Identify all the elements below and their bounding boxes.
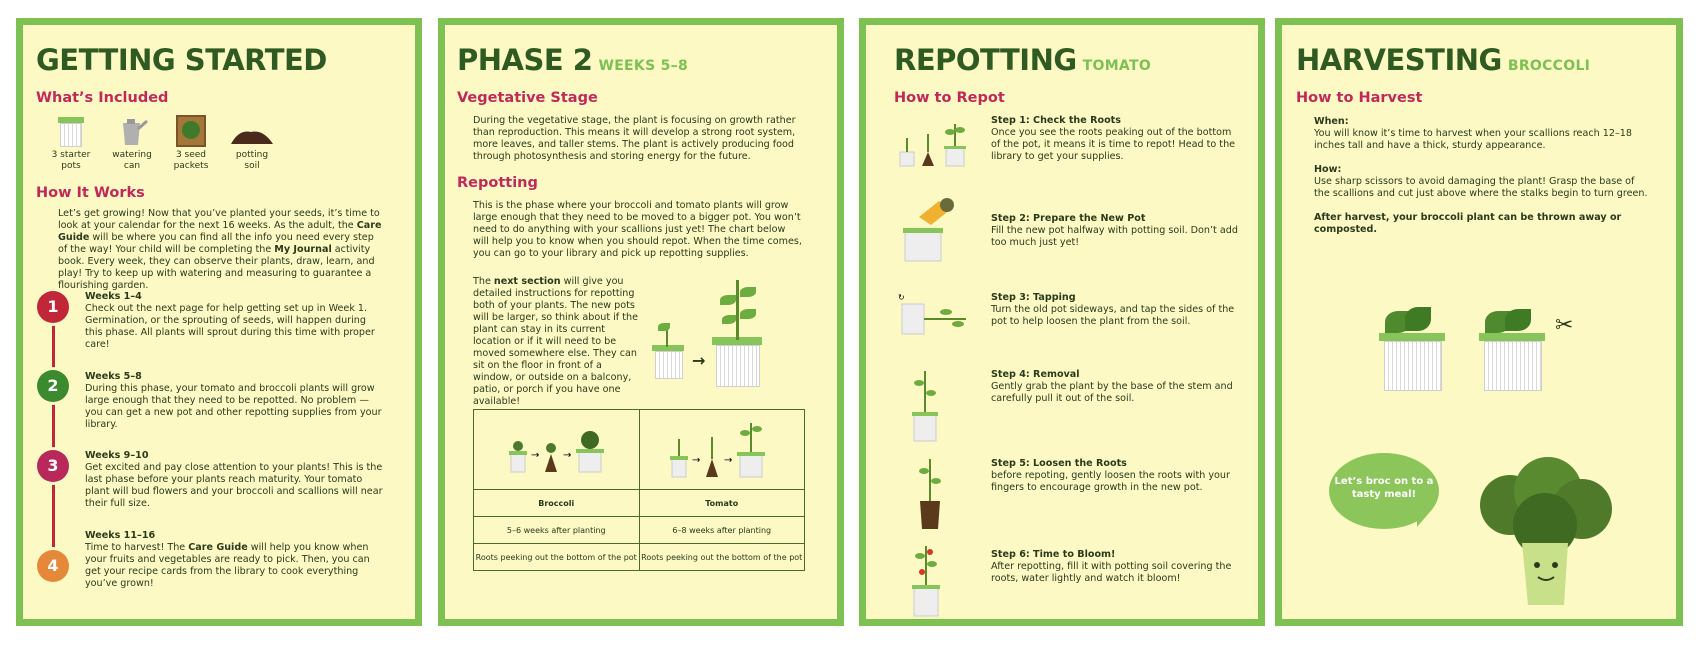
- svg-text:→: →: [563, 449, 572, 461]
- tomato-header: Tomato: [639, 490, 805, 517]
- harvesting-page: [1275, 18, 1683, 626]
- harvest-instructions: When: You will know it’s time to harvest when your scallions reach 12–18 inches tall and have a thick, sturdy appearance. How: Use sharp scissors to avoid damaging the plant! Grasp the base of the scallions and cut just above where the stalks begin to turn green. After harvest, your broccoli plant can be thrown away or composted.: [1314, 116, 1648, 235]
- repot-step-3: Step 3: Tapping Turn the old pot sideways, and tap the sides of the pot to help loosen the plant from the soil.: [991, 292, 1235, 327]
- arrow-icon: →: [692, 351, 706, 370]
- step-4-badge: 4: [37, 550, 69, 582]
- broccoli-illustration-cell: [474, 410, 640, 490]
- table-cell: Roots peeking out the bottom of the pot: [639, 544, 805, 571]
- how-to-harvest-heading: How to Harvest: [1296, 90, 1423, 106]
- step-2-badge: 2: [37, 370, 69, 402]
- watering-can-icon: [118, 117, 148, 147]
- step-2-text: Weeks 5–8 During this phase, your tomato and broccoli plants will grow large enough that they need to be repotted. No problem — you can get a new pot and other repotting supplies from your library.: [85, 371, 382, 430]
- page-subtitle: WEEKS 5–8: [598, 58, 689, 74]
- removal-illustration: [908, 365, 968, 445]
- item-label-soil: potting soil: [235, 150, 269, 171]
- prepare-pot-illustration: [901, 195, 961, 265]
- broccoli-mascot-illustration: [1470, 455, 1620, 620]
- next-section-text: The next section will give you detailed instructions for repotting both of your plants. The new pots will be larger, so think about if the plant can stay in its current location or if it will need to be moved somewhere else. They can sit on the floor in front of a window, or outside on a balcony, patio, or porch if you have one available!: [473, 276, 638, 407]
- repot-step-2: Step 2: Prepare the New Pot Fill the new pot halfway with potting soil. Don’t add too much just yet!: [991, 213, 1238, 248]
- repotting-text: This is the phase where your broccoli and tomato plants will grow large enough that they need to be moved to a bigger pot. You won’t need to do anything with your scallions just yet! The chart below will help you to know when you should repot. When the time comes, you can go to your library and pick up repotting supplies.: [473, 200, 802, 259]
- broccoli-repot-icon: [501, 424, 611, 474]
- intro-paragraph: Let’s get growing! Now that you’ve planted your seeds, it’s time to look at your calendar for the next 16 weeks. As the adult, the Care Guide will be where you can find all the info you need every step of the way! Your child will be completing the My Journal activity book. Every week, they can observe their plants, draw, learn, and play! Try to keep up with watering and measuring to guarantee a flourishing garden.: [58, 208, 382, 291]
- repotting-page: [859, 18, 1265, 626]
- step-3-badge: 3: [37, 450, 69, 482]
- speech-bubble-tail: [1417, 513, 1429, 527]
- seed-packets-icon: [176, 115, 206, 147]
- bloom-illustration: [908, 540, 968, 620]
- tomato-illustration-cell: [639, 410, 805, 490]
- svg-text:↻: ↻: [898, 293, 905, 302]
- tapping-illustration: [896, 290, 976, 350]
- repot-step-6: Step 6: Time to Bloom! After repotting, fill it with potting soil covering the roots, water lightly and watch it bloom!: [991, 549, 1232, 584]
- repot-step-4: Step 4: Removal Gently grab the plant by the base of the stem and carefully pull it out of the soil.: [991, 369, 1233, 404]
- whats-included-heading: What’s Included: [36, 90, 169, 106]
- scallion-pot-illustration: [1375, 305, 1450, 400]
- vegetative-stage-heading: Vegetative Stage: [457, 90, 598, 106]
- how-to-repot-heading: How to Repot: [894, 90, 1005, 106]
- loosen-roots-illustration: [908, 455, 968, 535]
- table-cell: Roots peeking out the bottom of the pot: [474, 544, 640, 571]
- repot-step-1: Step 1: Check the Roots Once you see the roots peaking out of the bottom of the pot, it means it is time to repot! Head to the library to get your supplies.: [991, 115, 1236, 162]
- page-title: REPOTTING TOMATO: [894, 43, 1152, 77]
- how-it-works-heading: How It Works: [36, 185, 145, 201]
- potting-soil-icon: [231, 127, 273, 145]
- phase-2-page: [438, 18, 844, 626]
- svg-text:→: →: [723, 454, 733, 466]
- item-label-packets: 3 seed packets: [173, 150, 209, 171]
- vegetative-text: During the vegetative stage, the plant is focusing on growth rather than reproduction. This means it will develop a strong root system, more leaves, and taller stems. The plant is actively producing food through photosynthesis and storing energy for the future.: [473, 115, 796, 162]
- table-cell: 6–8 weeks after planting: [639, 517, 805, 544]
- table-cell: 5–6 weeks after planting: [474, 517, 640, 544]
- step-3-text: Weeks 9–10 Get excited and pay close attention to your plants! This is the last phase before your plants reach maturity. Your tomato plant will bud flowers and your broccoli and scallions will near their full size.: [85, 450, 383, 509]
- scissors-icon: ✂: [1555, 313, 1574, 338]
- repotting-table: [473, 409, 805, 571]
- page-title: GETTING STARTED: [36, 43, 327, 77]
- step-4-text: Weeks 11–16 Time to harvest! The Care Guide will help you know when your fruits and vegetables are ready to pick. Then, you can get your recipe cards from the library to cook everything you’ve grown!: [85, 530, 370, 589]
- getting-started-page: [16, 18, 422, 626]
- harvested-pot-illustration: [1477, 305, 1597, 400]
- repotting-heading: Repotting: [457, 175, 538, 191]
- item-label-can: watering can: [112, 150, 152, 171]
- repot-step-5: Step 5: Loosen the Roots before repoting, gently loosen the roots with your fingers to encourage growth in the new pot.: [991, 458, 1230, 493]
- item-label-pots: 3 starter pots: [51, 150, 91, 171]
- page-title: PHASE 2 WEEKS 5–8: [457, 43, 689, 77]
- starter-pots-icon: [58, 117, 84, 147]
- page-title: HARVESTING BROCCOLI: [1296, 43, 1591, 77]
- timeline-line: [52, 310, 55, 580]
- speech-bubble: Let’s broc on to a tasty meal!: [1329, 453, 1439, 529]
- svg-text:→: →: [691, 454, 701, 466]
- step-1-badge: 1: [37, 291, 69, 323]
- step-1-text: Weeks 1–4 Check out the next page for help getting set up in Week 1. Germination, or the sprouting of seeds, will happen during this phase. All plants will sprout during this time with proper care!: [85, 291, 375, 350]
- page-subtitle: BROCCOLI: [1507, 58, 1591, 74]
- page-subtitle: TOMATO: [1082, 58, 1152, 74]
- tomato-repot-icon: [662, 419, 782, 479]
- svg-text:→: →: [531, 449, 540, 461]
- repot-illustration: [650, 275, 790, 390]
- check-roots-illustration: [896, 120, 976, 170]
- broccoli-header: Broccoli: [474, 490, 640, 517]
